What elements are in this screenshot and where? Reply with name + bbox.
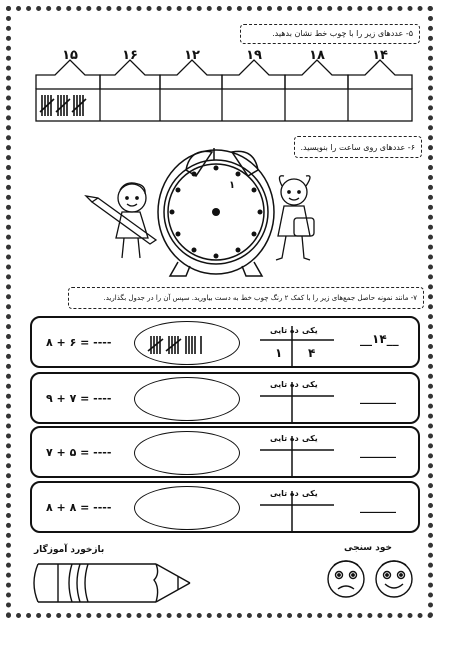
answer-blank[interactable]: ______ [360, 444, 396, 458]
q7-instruction-text: ۷- مانند نمونه حاصل جمع‌های زیر را با کمک ۲ رنگ چوب خط به دست بیاورید. سپس آن را در جدول بگذارید. [103, 294, 417, 302]
sum-row-2 [30, 372, 420, 424]
house-5 [100, 60, 160, 89]
col-ones-header: یکی [302, 380, 318, 389]
answer-blank[interactable]: ______ [360, 390, 396, 404]
q5-number-4: ۱۹ [246, 48, 262, 63]
q5-number-2: ۱۶ [122, 48, 138, 63]
col-tens-header: ده تایی [270, 489, 299, 498]
col-tens-header: ده تایی [270, 326, 299, 335]
col-ones-header: یکی [302, 434, 318, 443]
house-4 [160, 60, 222, 89]
sum-row-3 [30, 426, 420, 478]
kid-with-bag [276, 176, 314, 260]
tally-sample-marks [135, 322, 241, 366]
house-1 [348, 60, 412, 89]
sum-expression: ۷ + ۵ = ---- [46, 446, 112, 459]
col-tens-header: ده تایی [270, 434, 299, 443]
sum-row-4 [30, 481, 420, 533]
clock-number-one: ۱ [229, 180, 236, 191]
tens-digit: ۱ [275, 346, 283, 360]
sum-expression: ۸ + ۶ = ---- [46, 336, 112, 349]
q5-number-3: ۱۲ [184, 48, 200, 63]
col-tens-header: ده تایی [270, 380, 299, 389]
self-assessment-label: خود سنجی [344, 543, 392, 553]
sum-expression: ۹ + ۷ = ---- [46, 392, 112, 405]
pencil-feedback-graphic [28, 558, 198, 608]
tally-oval[interactable] [134, 377, 240, 421]
q7-instruction [68, 287, 424, 309]
ones-digit: ۴ [308, 346, 316, 360]
happy-face-icon [376, 561, 412, 597]
tally-oval[interactable] [134, 431, 240, 475]
q5-number-6: ۱۴ [372, 48, 388, 63]
tally-oval[interactable] [134, 486, 240, 530]
house-3 [222, 60, 285, 89]
kid-with-pencil [86, 183, 156, 258]
tally-sample [40, 95, 86, 116]
house-6 [36, 60, 100, 89]
house-2 [285, 60, 348, 89]
col-ones-header: یکی [302, 326, 318, 335]
q6-instruction-text: ۶- عددهای روی ساعت را بنویسید. [300, 143, 415, 152]
clock-illustration [0, 140, 451, 285]
clock-hour-dots [170, 166, 263, 259]
sum-expression: ۸ + ۸ = ---- [46, 501, 112, 514]
q5-number-1: ۱۵ [62, 48, 78, 63]
q5-number-5: ۱۸ [309, 48, 325, 63]
q5-instruction-text: ۵- عددهای زیر را با چوب خط نشان بدهید. [272, 29, 413, 38]
teacher-feedback-label: بازخورد آموزگار [34, 545, 105, 555]
answer-blank[interactable]: ______ [360, 499, 396, 513]
tally-house-row [0, 0, 451, 140]
col-ones-header: یکی [302, 489, 318, 498]
sad-face-icon [328, 561, 364, 597]
answer-blank[interactable]: __۱۴__ [360, 332, 399, 346]
self-assessment-faces [322, 555, 422, 603]
sum-row-1 [30, 316, 420, 368]
tally-oval[interactable] [134, 321, 240, 365]
